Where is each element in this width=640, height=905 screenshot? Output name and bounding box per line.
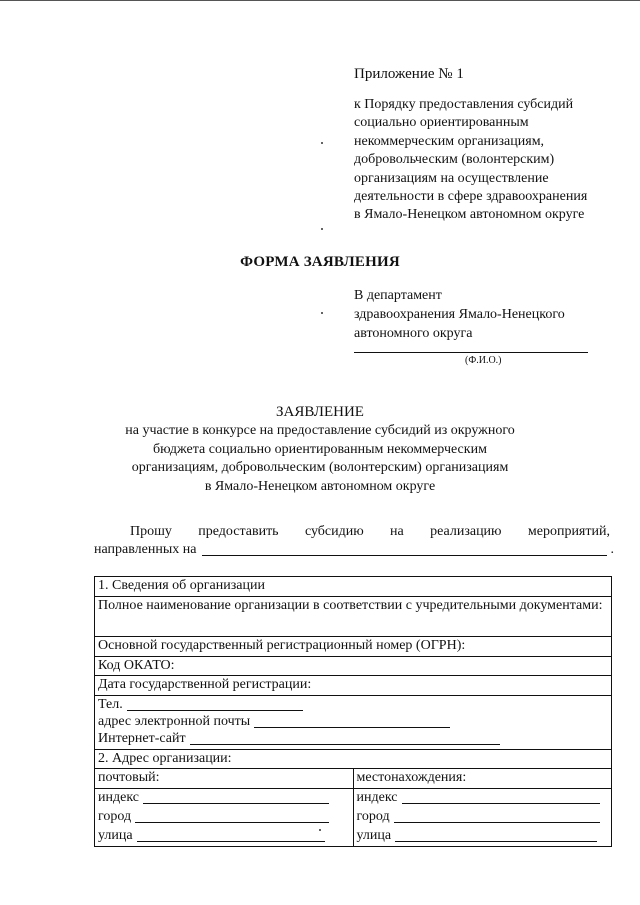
request-line-1 — [94, 524, 610, 541]
postal-index-label: индекс — [98, 790, 139, 806]
statement-title: ЗАЯВЛЕНИЕ — [276, 404, 364, 420]
fio-input-line[interactable] — [354, 352, 588, 353]
scan-speck — [321, 228, 323, 230]
appendix-line: организациям на осуществление — [354, 170, 549, 186]
request-word: мероприятий, — [527, 524, 610, 539]
address-columns — [95, 768, 611, 845]
website-field[interactable] — [98, 731, 608, 748]
postal-city-label: город — [98, 808, 132, 824]
addressee-line: автономного округа — [354, 326, 473, 341]
statement-line: на участие в конкурсе на предоставление субсидий из окружного — [125, 423, 515, 438]
phone-field[interactable] — [98, 697, 608, 714]
location-index-label: индекс — [356, 790, 398, 806]
contacts-cell — [95, 695, 611, 748]
phone-label: Тел. — [98, 697, 123, 713]
addressee-line: здравоохранения Ямало-Ненецкого — [354, 307, 565, 322]
postal-address-column — [95, 769, 353, 845]
postal-city-field[interactable] — [95, 808, 353, 827]
location-address-column — [353, 769, 612, 845]
website-label: Интернет-сайт — [98, 730, 186, 746]
appendix-title: Приложение № 1 — [354, 66, 464, 82]
purpose-input-line[interactable] — [202, 543, 606, 556]
request-prefix: направленных на — [94, 542, 197, 557]
appendix-line: деятельности в сфере здравоохранения — [354, 189, 588, 205]
location-street-input-line[interactable] — [395, 830, 597, 842]
scan-speck — [321, 142, 323, 144]
appendix-line: социально ориентированным — [354, 115, 529, 131]
postal-city-input-line[interactable] — [135, 811, 329, 823]
section-2-header: 2. Адрес организации: — [95, 749, 611, 769]
appendix-text — [354, 96, 587, 225]
request-word: реализацию — [430, 524, 502, 539]
ogrn-field[interactable]: Основной государственный регистрационный номер (ОГРН): — [95, 636, 611, 656]
location-street-label: улица — [356, 827, 392, 843]
location-city-field[interactable] — [354, 808, 612, 827]
statement-line: бюджета социально ориентированным некоммерческим — [153, 441, 487, 457]
location-city-label: город — [356, 808, 390, 824]
postal-street-field[interactable] — [95, 827, 353, 846]
statement-line: организациям, добровольческим (волонтерским) организациям — [131, 460, 509, 476]
email-label: адрес электронной почты — [98, 713, 251, 729]
email-field[interactable] — [98, 714, 608, 731]
okato-field[interactable]: Код ОКАТО: — [95, 656, 611, 676]
addressee-block — [354, 286, 565, 343]
email-input-line[interactable] — [254, 716, 450, 728]
location-street-field[interactable] — [354, 827, 612, 846]
appendix-line: к Порядку предоставления субсидий — [354, 97, 574, 112]
request-line-2 — [94, 542, 614, 559]
section-1-header: 1. Сведения об организации — [98, 578, 265, 593]
request-word: субсидию — [304, 524, 364, 539]
form-title: ФОРМА ЗАЯВЛЕНИЯ — [240, 254, 400, 270]
postal-street-input-line[interactable] — [137, 830, 325, 842]
postal-header: почтовый: — [95, 769, 353, 789]
location-index-field[interactable] — [354, 789, 612, 808]
website-input-line[interactable] — [190, 733, 500, 745]
organization-table — [94, 576, 612, 847]
reg-date-field[interactable]: Дата государственной регистрации: — [95, 675, 611, 695]
postal-street-label: улица — [98, 827, 133, 843]
request-word: предоставить — [198, 524, 279, 539]
request-word: Прошу — [130, 524, 172, 539]
postal-index-field[interactable] — [95, 789, 353, 808]
request-word: на — [390, 524, 404, 539]
statement-line: в Ямало-Ненецком автономном округе — [204, 478, 436, 494]
location-city-input-line[interactable] — [394, 811, 600, 823]
fio-label: (Ф.И.О.) — [465, 355, 502, 366]
appendix-line: в Ямало-Ненецком автономном округе — [354, 207, 585, 223]
request-end: . — [610, 542, 614, 557]
appendix-line: некоммерческим организациям, — [354, 133, 545, 149]
phone-input-line[interactable] — [127, 699, 303, 711]
scan-speck — [319, 829, 321, 831]
addressee-line: В департамент — [354, 288, 442, 303]
statement-text — [0, 422, 640, 496]
page-top-border — [0, 0, 640, 1]
location-header: местонахождения: — [354, 769, 612, 789]
scan-speck — [321, 312, 323, 314]
full-name-field[interactable]: Полное наименование организации в соответствии с учредительными документами: — [95, 596, 611, 636]
postal-index-input-line[interactable] — [143, 792, 329, 804]
location-index-input-line[interactable] — [402, 792, 600, 804]
appendix-line: добровольческим (волонтерским) — [354, 152, 555, 168]
